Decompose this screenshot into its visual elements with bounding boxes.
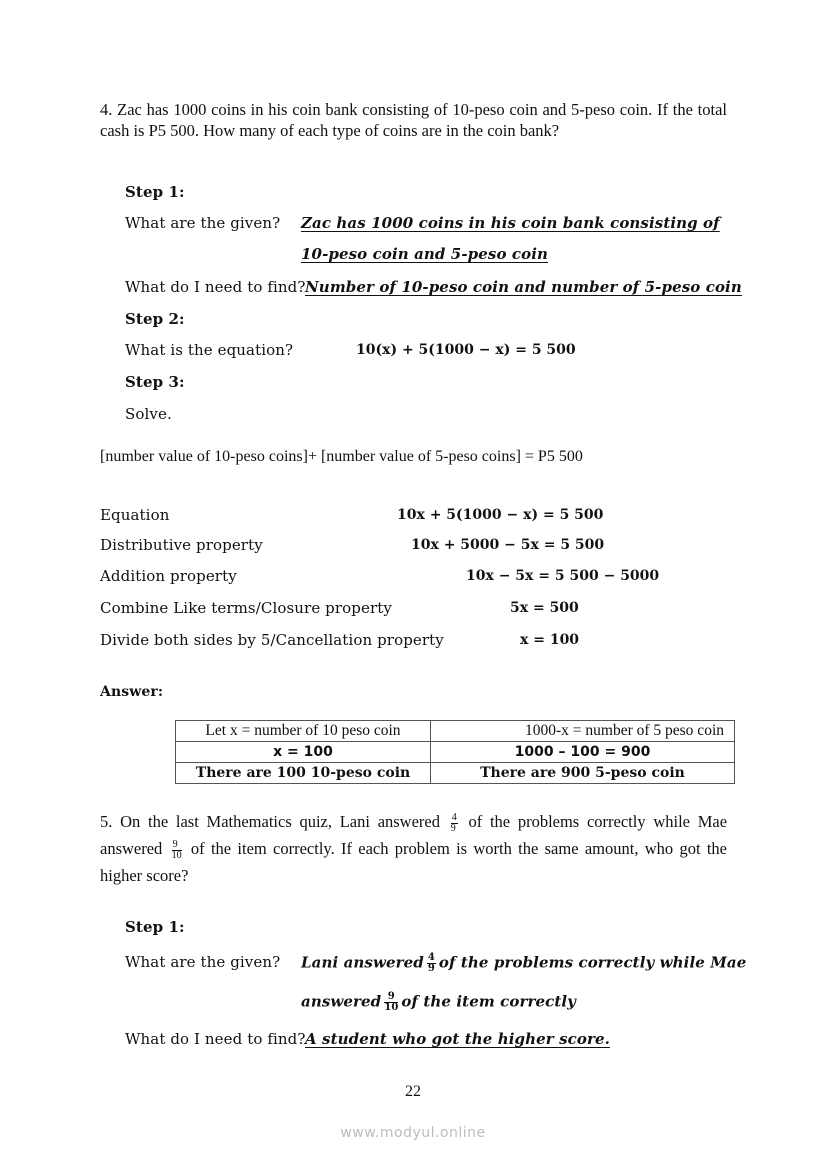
step-1-heading: Step 1: (125, 183, 185, 201)
fraction-four-ninths: $\frac{4}{9}$ (427, 952, 435, 974)
table-row (176, 721, 735, 742)
table-cell: Let x = number of 10 peso coin (176, 721, 431, 742)
fraction-nine-tenths: $\frac{9}{10}$ (171, 838, 182, 861)
p5-find-value: A student who got the higher score. (305, 1030, 610, 1048)
table-cell: x = 100 (176, 742, 431, 763)
p5-step-1-heading: Step 1: (125, 918, 185, 936)
given-value-line-2: 10-peso coin and 5-peso coin (301, 245, 549, 263)
table-cell: There are 100 10-peso coin (176, 763, 431, 784)
table-row (176, 742, 735, 763)
answer-table (175, 720, 735, 784)
solution-step-expr: x = 100 (520, 632, 580, 648)
problem-5-question (100, 808, 727, 889)
equation-label: What is the equation? (125, 341, 294, 359)
watermark: www.modyul.online (340, 1125, 486, 1141)
answer-heading: Answer: (100, 684, 164, 700)
word-equation: [number value of 10-peso coins]+ [number value of 5-peso coins] = P5 500 (100, 448, 583, 465)
solution-step-expr: 10x − 5x = 5 500 − 5000 (466, 568, 660, 584)
table-cell: 1000 – 100 = 900 (431, 742, 735, 763)
solution-step-label: Distributive property (100, 536, 263, 554)
solution-step-label: Addition property (100, 567, 237, 585)
fraction-nine-tenths: $\frac{9}{10}$ (384, 991, 399, 1013)
fraction-four-ninths: $\frac{4}{9}$ (450, 811, 457, 834)
table-cell: There are 900 5-peso coin (431, 763, 735, 784)
given-value-line-1: Zac has 1000 coins in his coin bank consisting of (301, 214, 720, 232)
find-label: What do I need to find? (125, 278, 306, 296)
question-text: 5. On the last Mathematics quiz, Lani answered (100, 812, 440, 831)
solution-step-expr: 5x = 500 (510, 600, 579, 616)
solution-step-label: Divide both sides by 5/Cancellation property (100, 631, 444, 649)
p5-find-label: What do I need to find? (125, 1030, 306, 1048)
p5-given-value-line-2: answered $\frac{9}{10}$ of the item correctly (301, 991, 576, 1013)
solution-step-expr: 10x + 5000 − 5x = 5 500 (411, 537, 605, 553)
solve-label: Solve. (125, 405, 172, 423)
step-2-heading: Step 2: (125, 310, 185, 328)
solution-step-expr: 10x + 5(1000 − x) = 5 500 (397, 507, 604, 523)
solution-step-label: Combine Like terms/Closure property (100, 599, 392, 617)
solution-step-label: Equation (100, 506, 170, 524)
problem-4-question: 4. Zac has 1000 coins in his coin bank consisting of 10-peso coin and 5-peso coin. If the total cash is P5 500. How many of each type of coins are in the coin bank? (100, 100, 727, 140)
page-number: 22 (405, 1083, 421, 1100)
table-cell: 1000-x = number of 5 peso coin (431, 721, 735, 742)
step-3-heading: Step 3: (125, 373, 185, 391)
question-text: of the item correctly. If each problem is worth the same amount, who got the higher score? (100, 839, 727, 885)
given-label: What are the given? (125, 214, 281, 232)
table-row (176, 763, 735, 784)
p5-given-label: What are the given? (125, 953, 281, 971)
question-text: of the problems correctly while Mae answered (100, 812, 728, 858)
equation-value: 10(x) + 5(1000 − x) = 5 500 (356, 342, 576, 358)
p5-given-value-line-1: Lani answered $\frac{4}{9}$ of the problems correctly while Mae (301, 952, 747, 974)
find-value: Number of 10-peso coin and number of 5-peso coin (305, 278, 742, 296)
